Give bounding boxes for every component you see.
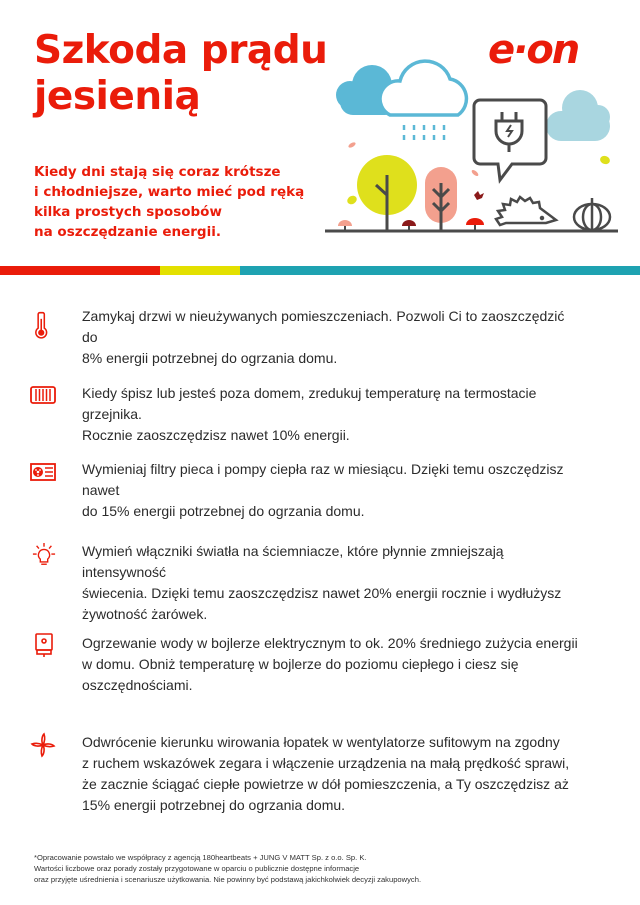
tip-text	[82, 633, 582, 696]
tip-line: Ogrzewanie wody w bojlerze elektrycznym to ok. 20% średniego zużycia energii	[82, 635, 578, 651]
stripe-yellow	[160, 266, 240, 275]
pumpkin-icon	[574, 198, 610, 230]
tip-line: 15% energii potrzebnej do ogrzania domu.	[82, 797, 346, 813]
title-line-2: jesienią	[34, 74, 201, 119]
rain-cloud-icon	[380, 61, 466, 115]
water-boiler-icon	[34, 633, 54, 659]
tip-line: Wymieniaj filtry pieca i pompy ciepła raz w miesiącu. Dzięki temu oszczędzisz nawet	[82, 461, 564, 498]
light-bulb-icon	[32, 541, 56, 569]
intro-line: i chłodniejsze, warto mieć pod ręką	[34, 184, 305, 200]
title-line-1: Szkoda prądu	[34, 28, 328, 73]
autumn-illustration	[310, 55, 640, 240]
intro-line: na oszczędzanie energii.	[34, 224, 221, 240]
ceiling-fan-icon	[30, 732, 56, 760]
stripe-teal	[240, 266, 640, 275]
tip-line: świecenia. Dzięki temu zaoszczędzisz nawet 20% energii rocznie i wydłużysz	[82, 585, 562, 601]
light-cloud-icon	[546, 90, 610, 141]
tip-line: Kiedy śpisz lub jesteś poza domem, zredukuj temperaturę na termostacie grzejnika.	[82, 385, 537, 422]
tip-text	[82, 541, 582, 625]
tip-line: Odwrócenie kierunku wirowania łopatek w wentylatorze sufitowym na zgodny	[82, 734, 560, 750]
radiator-icon	[30, 385, 56, 405]
tip-line: 8% energii potrzebnej do ogrzania domu.	[82, 350, 338, 366]
tip-line: do 15% energii potrzebnej do ogrzania domu.	[82, 503, 365, 519]
tip-line: że zacznie ściągać ciepłe powietrze w dół pomieszczenia, a Ty oszczędzisz aż	[82, 776, 569, 792]
stripe-red	[0, 266, 160, 275]
footnote	[34, 852, 421, 885]
intro-line: Kiedy dni stają się coraz krótsze	[34, 164, 281, 180]
page-title	[34, 28, 327, 120]
intro-text	[34, 162, 314, 242]
hedgehog-icon	[496, 197, 556, 225]
tip-line: z ruchem wskazówek zegara i włączenie urządzenia na małą prędkość sprawi,	[82, 755, 570, 771]
color-stripe-divider	[0, 266, 640, 275]
tip-text	[82, 732, 582, 816]
tip-line: w domu. Obniż temperaturę w bojlerze do poziomu ciepłego i ciesz się	[82, 656, 519, 672]
furnace-filter-icon	[30, 463, 56, 481]
thermometer-icon	[32, 308, 52, 342]
tip-line: Rocznie zaoszczędzisz nawet 10% energii.	[82, 427, 350, 443]
tip-line: Wymień włączniki światła na ściemniacze, które płynnie zmniejszają intensywność	[82, 543, 504, 580]
intro-line: kilka prostych sposobów	[34, 204, 222, 220]
tip-line: oszczędnościami.	[82, 677, 193, 693]
tip-text	[82, 459, 582, 522]
tip-line: Zamykaj drzwi w nieużywanych pomieszczeniach. Pozwoli Ci to zaoszczędzić do	[82, 308, 565, 345]
footnote-line: Wartości liczbowe oraz porady zostały przygotowane w oparciu o publicznie dostępne informacje	[34, 864, 360, 873]
tip-text	[82, 306, 582, 369]
rain-drops	[404, 125, 444, 140]
footnote-line: oraz przyjęte uśrednienia i scenariusze użytkowania. Nie powinny być podstawą jakichkolwiek decyzji zakupowych.	[34, 875, 422, 884]
tip-text	[82, 383, 582, 446]
svg-text:e·on: e·on	[488, 30, 579, 70]
speech-bubble-plug-icon	[474, 100, 546, 180]
tip-line: żywotność żarówek.	[82, 606, 208, 622]
footnote-line: *Opracowanie powstało we współpracy z agencją 180heartbeats + JUNG V MATT Sp. z o.o. Sp. K.	[34, 853, 367, 862]
